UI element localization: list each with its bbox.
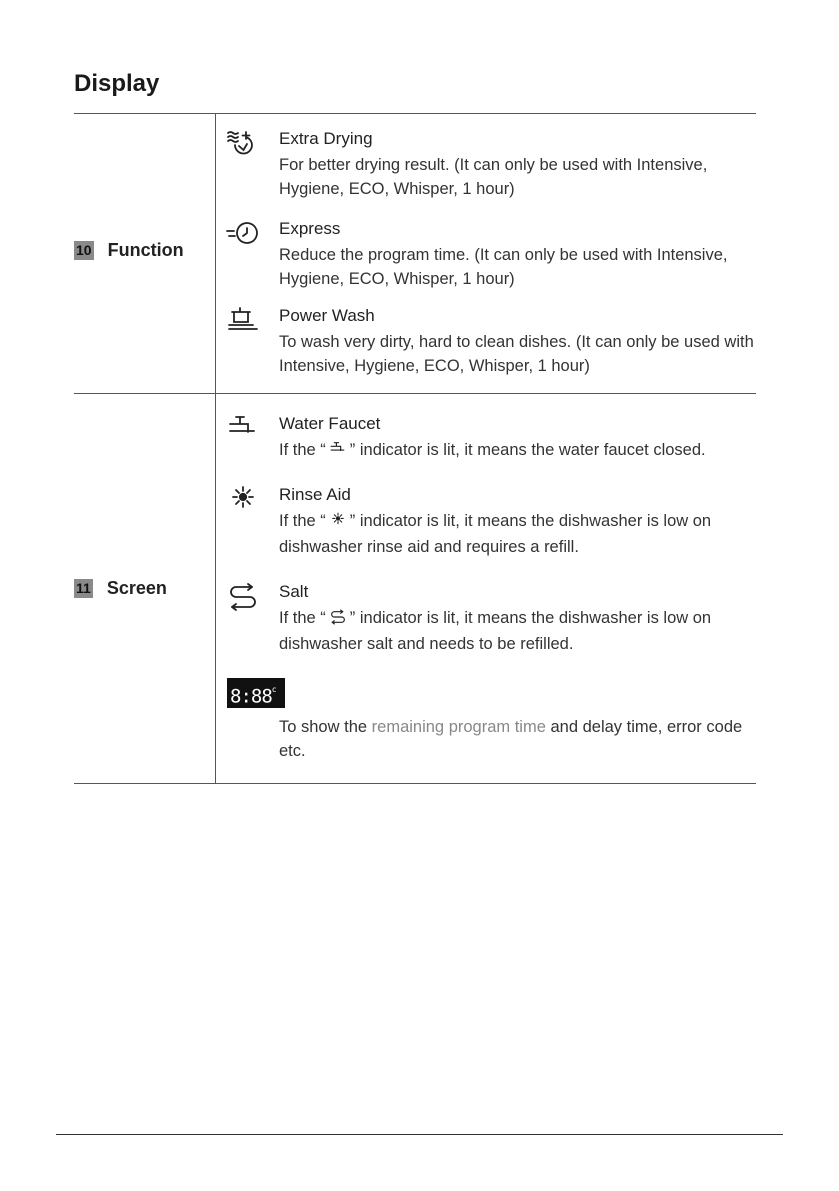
feature-title: Salt	[279, 582, 309, 601]
description-text: If the “	[279, 609, 326, 627]
section-function-label	[74, 240, 184, 261]
feature-description	[279, 715, 759, 763]
feature-title: Water Faucet	[279, 414, 381, 433]
section-number-badge: 10	[76, 242, 92, 258]
feature-description: To wash very dirty, hard to clean dishes. (It can only be used with Intensive, Hygiene, ECO, Whisper, 1 hour)	[279, 333, 754, 375]
feature-description: For better drying result. (It can only be used with Intensive, Hygiene, ECO, Whisper, 1 hour)	[279, 156, 708, 198]
table-top-rule	[74, 113, 756, 114]
feature-description	[279, 509, 759, 559]
page-title: Display	[74, 70, 160, 97]
feature-description: Reduce the program time. (It can only be used with Intensive, Hygiene, ECO, Whisper, 1 hour)	[279, 246, 728, 288]
feature-description	[279, 438, 809, 464]
section-title: Screen	[106, 578, 167, 598]
table-column-divider	[215, 113, 216, 783]
water-faucet-inline-icon	[329, 440, 347, 464]
water-faucet-icon	[226, 414, 260, 444]
rinse-aid-inline-icon	[329, 511, 347, 535]
description-text: If the “	[279, 441, 326, 459]
lcd-display-icon	[227, 678, 285, 708]
description-text: ” indicator is lit, it means the water faucet closed.	[349, 441, 706, 459]
description-text: ” indicator is lit, it means the dishwasher is low on dishwasher rinse aid and requires a refill.	[279, 512, 712, 556]
table-row-divider	[74, 393, 756, 394]
footer-rule	[56, 1134, 783, 1135]
section-title: Function	[107, 240, 184, 260]
description-text: ” indicator is lit, it means the dishwasher is low on dishwasher salt and needs to be refilled.	[279, 609, 712, 653]
section-number-badge: 11	[76, 580, 91, 596]
salt-inline-icon	[329, 608, 347, 632]
salt-icon	[226, 582, 260, 612]
rinse-aid-icon	[226, 485, 260, 515]
description-text: and delay time, error code etc.	[279, 718, 743, 760]
express-icon	[226, 219, 260, 249]
extra-drying-icon	[226, 129, 260, 159]
feature-title: Extra Drying	[279, 129, 373, 148]
feature-title: Rinse Aid	[279, 485, 351, 504]
feature-title: Power Wash	[279, 306, 375, 325]
description-text: To show the	[279, 718, 368, 736]
feature-description	[279, 606, 759, 656]
section-screen-label	[74, 578, 167, 599]
table-bottom-rule	[74, 783, 756, 784]
description-text: remaining program time	[371, 718, 546, 736]
power-wash-icon	[226, 306, 260, 336]
feature-title: Express	[279, 219, 341, 238]
description-text: If the “	[279, 512, 326, 530]
lcd-unit: c	[271, 685, 277, 694]
lcd-digits: 8:88	[230, 685, 272, 708]
